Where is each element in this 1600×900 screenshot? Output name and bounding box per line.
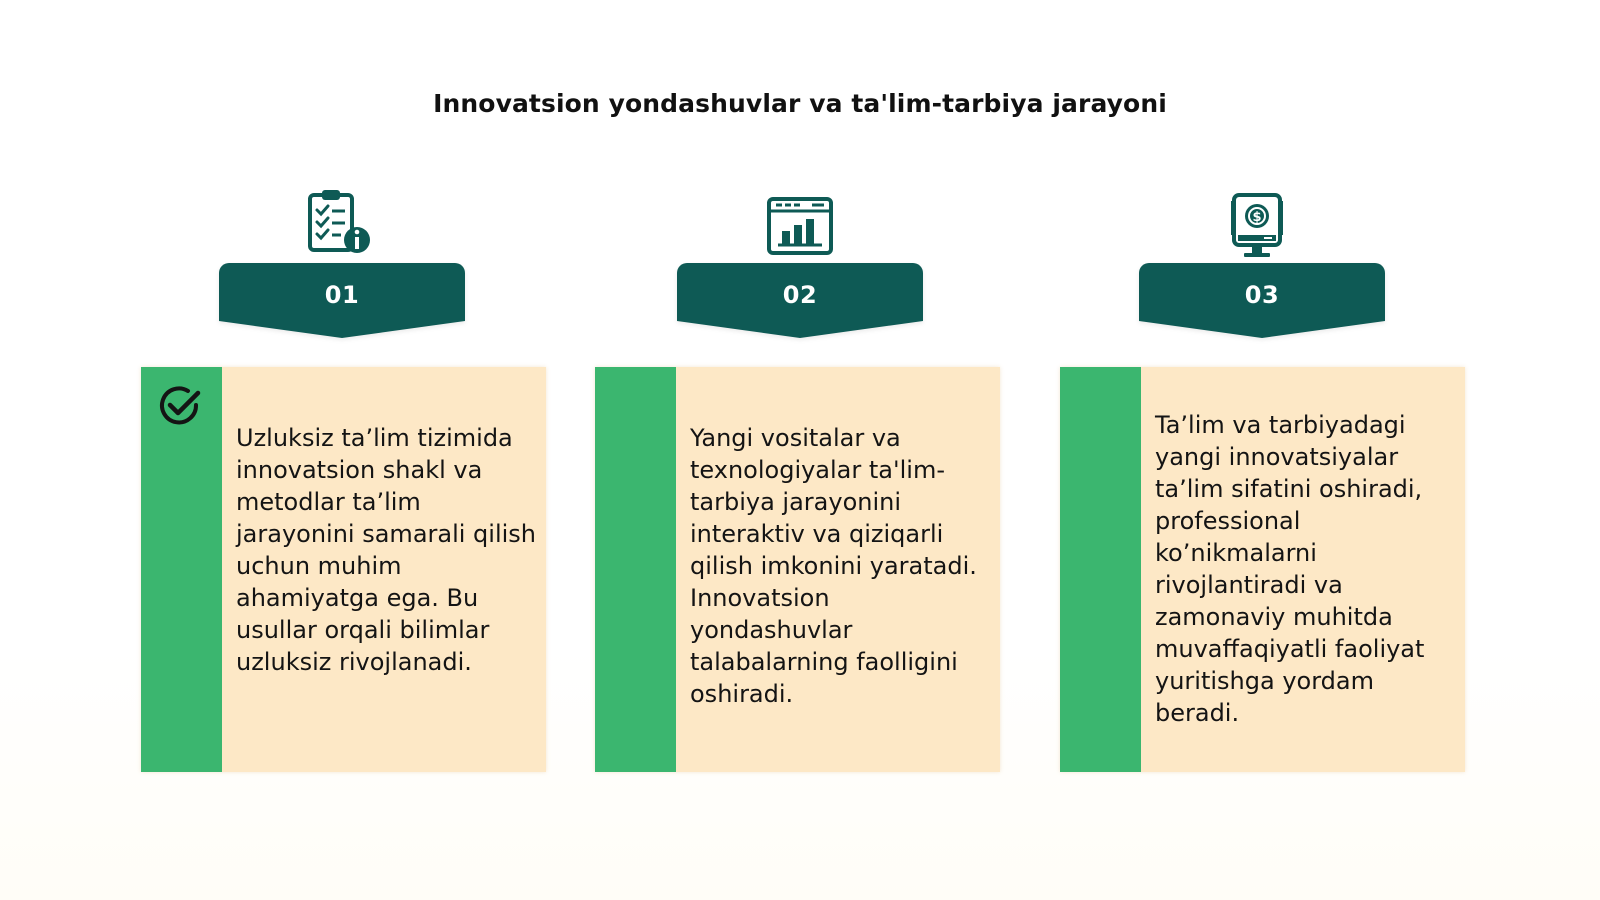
step-tab-01: [219, 263, 465, 339]
check-circle-icon: [157, 383, 203, 429]
step-card-01: [141, 367, 546, 772]
clipboard-checklist-icon: [305, 188, 373, 256]
step-tab-03: [1139, 263, 1385, 339]
step-number: 03: [1244, 281, 1280, 309]
step-number: 01: [324, 281, 360, 309]
svg-text:$: $: [1252, 210, 1262, 225]
analytics-dashboard-icon: [766, 192, 834, 260]
step-card-02: [595, 367, 1000, 772]
step-description: Yangi vositalar va texnologiyalar ta'lim-tarbiya jarayonini interaktiv va qiziqarli qilish imkonini yaratadi. Innovatsion yondashuvlar talabalarning faolligini oshiradi.: [690, 424, 977, 708]
step-description: Uzluksiz ta’lim tizimida innovatsion shakl va metodlar ta’lim jarayonini samarali qilish uchun muhim ahamiyatga ega. Bu usullar orqali bilimlar uzluksiz rivojlanadi.: [236, 424, 537, 676]
step-card-03: [1060, 367, 1465, 772]
step-number: 02: [782, 281, 818, 309]
step-tab-02: [677, 263, 923, 339]
card-accent-bar: [595, 367, 676, 772]
step-description: Ta’lim va tarbiyadagi yangi innovatsiyalar ta’lim sifatini oshiradi, professional ko’nikmalarni rivojlantiradi va zamonaviy muhitda muvaffaqiyatli faoliyat yuritishga yordam beradi.: [1155, 411, 1425, 727]
monitor-coin-icon: [1224, 192, 1292, 260]
card-accent-bar: [1060, 367, 1141, 772]
page-title: Innovatsion yondashuvlar va ta'lim-tarbiya jarayoni: [433, 89, 1167, 118]
